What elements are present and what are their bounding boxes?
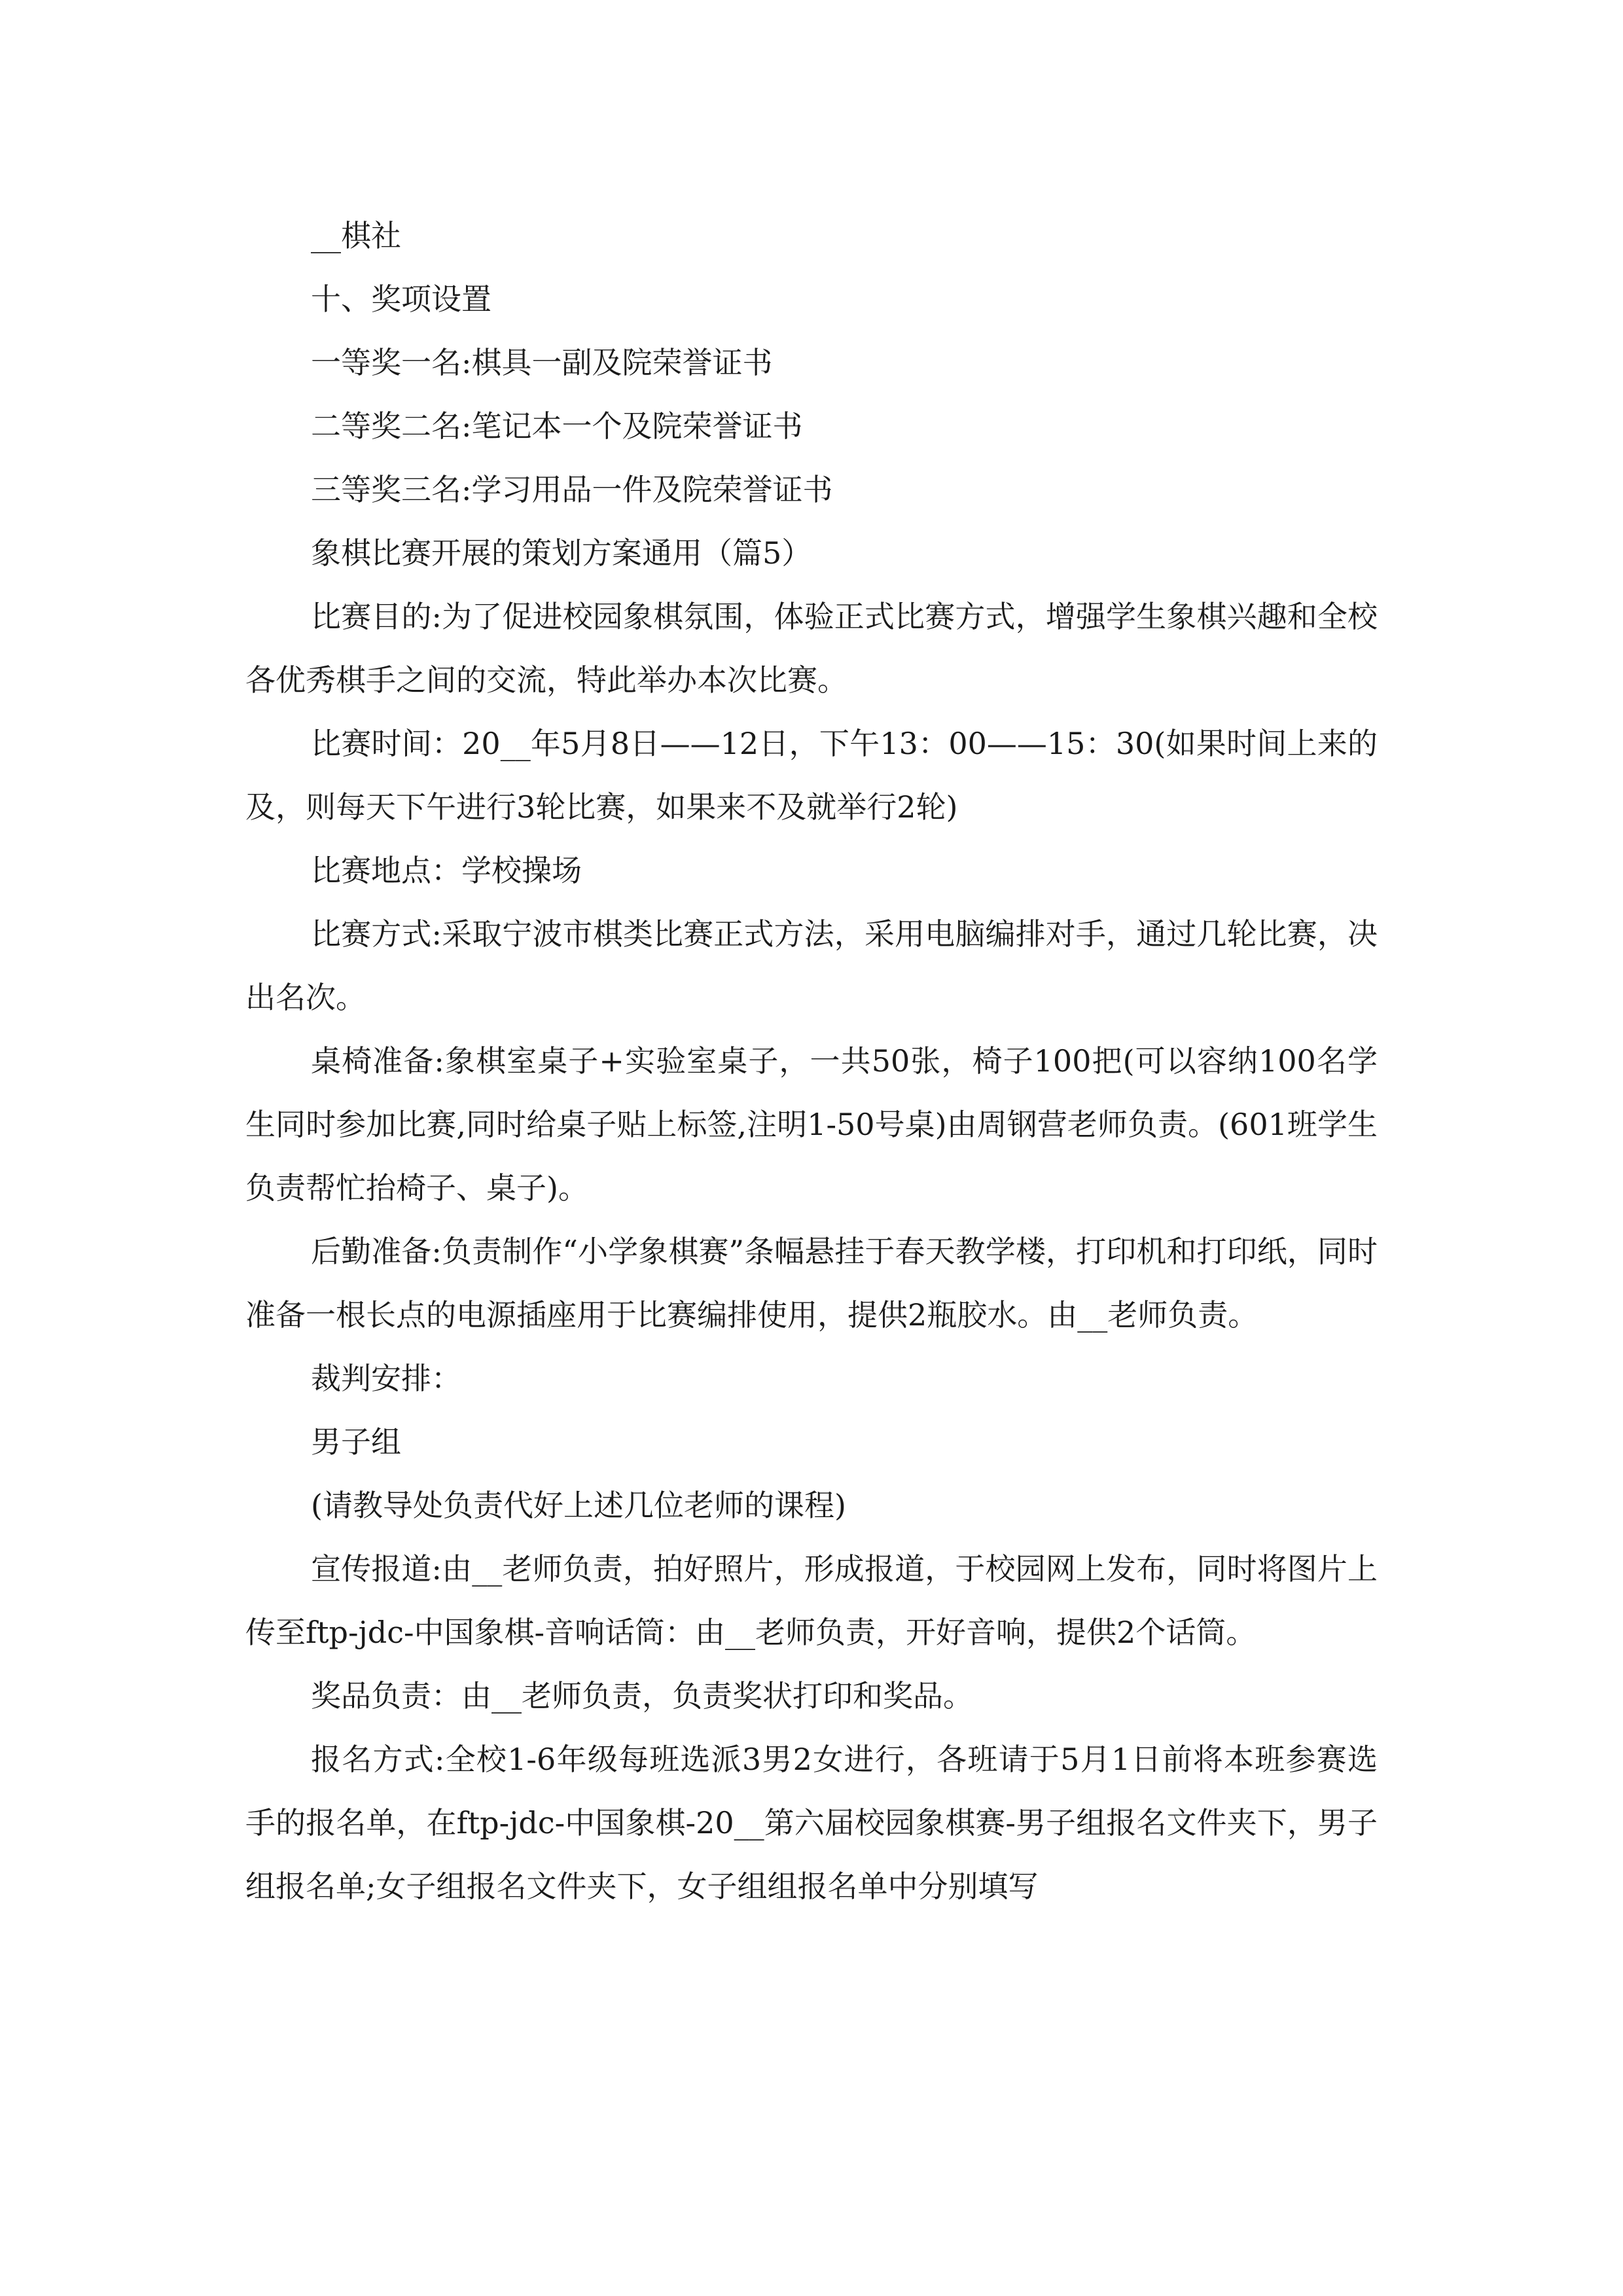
paragraph-publicity: 宣传报道:由__老师负责，拍好照片，形成报道，于校园网上发布，同时将图片上传至ftp-jdc-中国象棋-音响话筒：由__老师负责，开好音响，提供2个话筒。 [245,1551,1378,1650]
paragraph-format: 比赛方式:采取宁波市棋类比赛正式方法，采用电脑编排对手，通过几轮比赛，决出名次。 [245,916,1378,1015]
paragraph-time: 比赛时间：20__年5月8日——12日，下午13：00——15：30(如果时间上来的及，则每天下午进行3轮比赛，如果来不及就举行2轮) [245,726,1378,825]
paragraph-referees: 裁判安排： [311,1361,461,1396]
paragraph-prizes: 奖品负责：由__老师负责，负责奖状打印和奖品。 [311,1678,973,1713]
paragraph-men-group: 男子组 [311,1424,401,1460]
paragraph-second-prize: 二等奖二名:笔记本一个及院荣誉证书 [311,408,803,444]
paragraph-chess-club: __棋社 [311,218,401,253]
paragraph-award-heading: 十、奖项设置 [311,281,491,317]
paragraph-third-prize: 三等奖三名:学习用品一件及院荣誉证书 [311,472,833,507]
paragraph-furniture: 桌椅准备:象棋室桌子+实验室桌子，一共50张，椅子100把(可以容纳100名学生同时参加比赛,同时给桌子贴上标签,注明1-50号桌)由周钢营老师负责。(601班学生负责帮忙抬椅子、桌子)。 [245,1043,1378,1206]
paragraph-note: (请教导处负责代好上述几位老师的课程) [311,1488,846,1523]
section-title: 象棋比赛开展的策划方案通用（篇5） [311,535,812,571]
paragraph-location: 比赛地点：学校操场 [311,853,582,888]
document-body [245,204,1378,1918]
paragraph-registration: 报名方式:全校1-6年级每班选派3男2女进行，各班请于5月1日前将本班参赛选手的报名单，在ftp-jdc-中国象棋-20__第六届校园象棋赛-男子组报名文件夹下，男子组报名单;女子组报名文件夹下，女子组组报名单中分别填写 [245,1742,1378,1904]
paragraph-purpose: 比赛目的:为了促进校园象棋氛围，体验正式比赛方式，增强学生象棋兴趣和全校各优秀棋手之间的交流，特此举办本次比赛。 [245,599,1378,698]
paragraph-first-prize: 一等奖一名:棋具一副及院荣誉证书 [311,345,773,380]
paragraph-logistics: 后勤准备:负责制作“小学象棋赛”条幅悬挂于春天教学楼，打印机和打印纸，同时准备一根长点的电源插座用于比赛编排使用，提供2瓶胶水。由__老师负责。 [245,1234,1378,1333]
